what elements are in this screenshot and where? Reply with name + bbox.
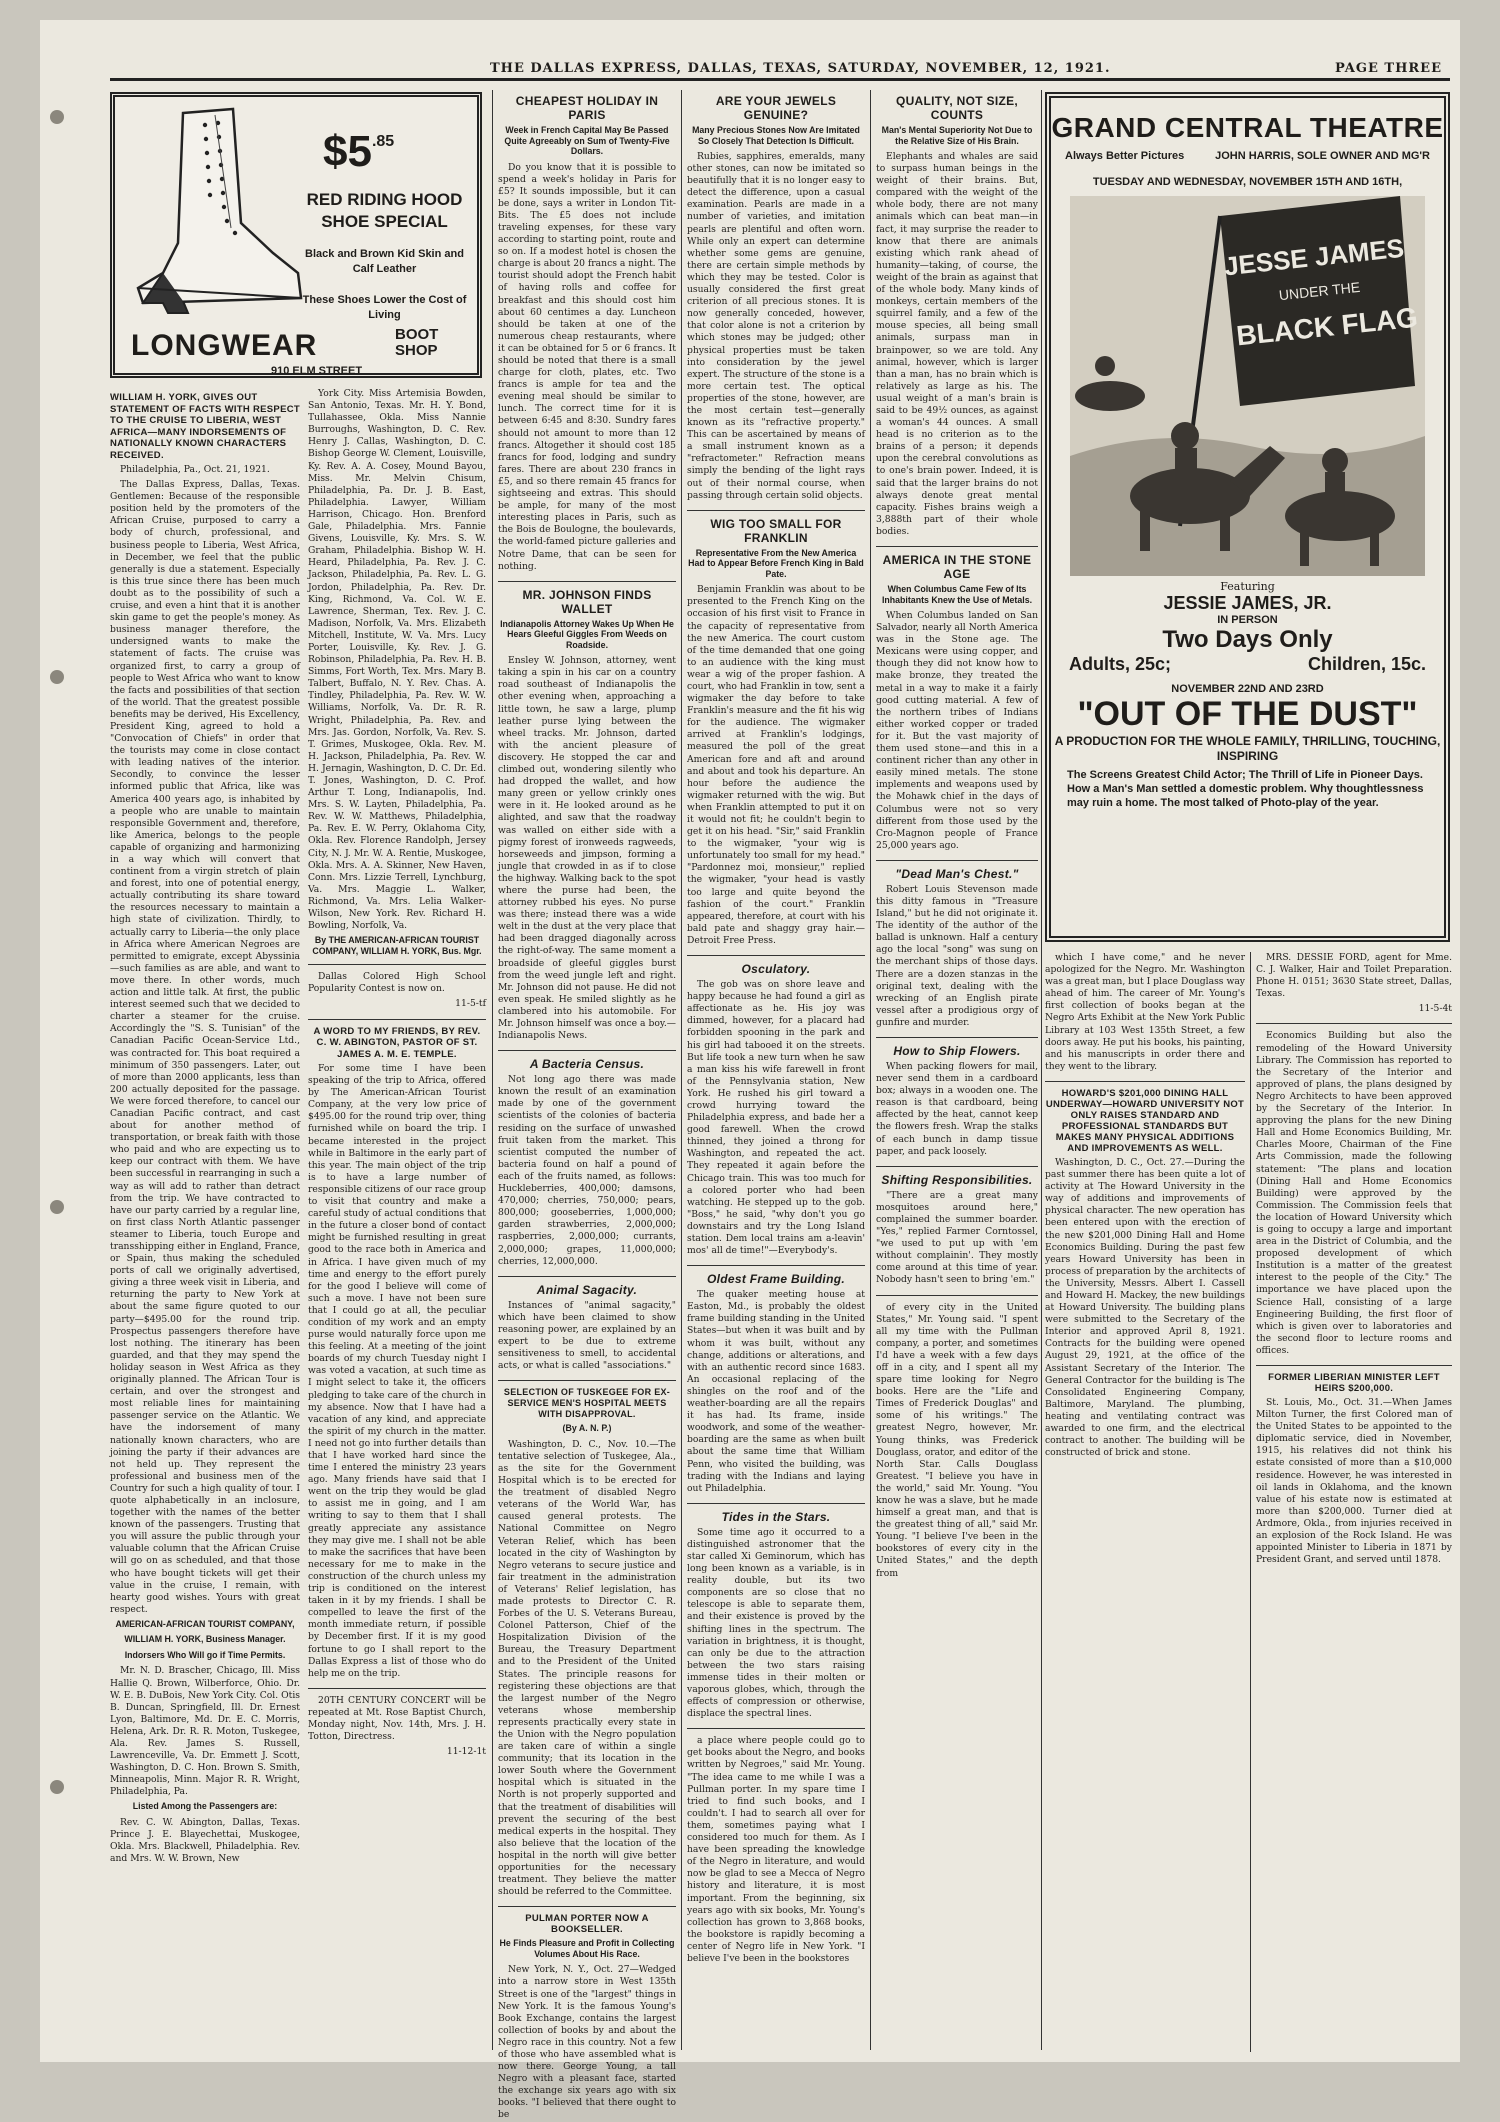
brand-name: LONGWEAR (131, 329, 318, 362)
wallet-body: Ensley W. Johnson, attorney, went taking a spin in his car on a country road southeast of Indianapolis the other evening when, approaching a little town, he saw a large, plump leather purse lying between the wheel tracks. Mr. Johnson, darted with the ancient pleasure of discovery. He stopped the car and climbed out, wondering silently who had dropped the wallet, and how many green or yellow crinkly ones were in it. He looked around as he alighted, and saw that the roadway was walled on either side with a pigmy forest of ironweeds ragweeds, horseweeds and jimpson, forming a jungle that crowded in as if to close the highway. Walking back to the spot where the purse had been, the attorney rubbed his eyes. No purse was there; instead there was a wide welt in the dust at the very place that had been dragged diagonally across the right-of-way. The same moment a broadside of gleeful giggles burst from the weed jungle left and right. Mr. Johnson did not pause. He did not even speak. He smiled slightly as he clambered into his automobile. For Mr. Johnson himself was once a boy.—Indianapolis News. (498, 655, 676, 1042)
newspaper-page (40, 20, 1460, 2121)
divider (498, 1380, 676, 1381)
two-days-label: Two Days Only (1162, 626, 1333, 653)
walker-agent-notice: MRS. DESSIE FORD, agent for Mme. C. J. Walker, Hair and Toilet Preparation. Phone H. 0151; 3630 State street, Dallas, Texas. (1256, 952, 1452, 1000)
in-person-label: IN PERSON (1217, 614, 1278, 626)
binding-hole (50, 1780, 64, 1794)
brand-suffix: BOOT SHOP (395, 326, 439, 359)
sagacity-headline: Animal Sagacity. (536, 1282, 638, 1297)
tides-body: Some time ago it occurred to a distinguished astronomer that the star called Xi Geminorum, which has long been known as a variable, is in reality double, but its two components are so close that no telescope is able to separate them, and their existence is proved by the shifting lines in the spectrum. The variation in brightness, it is thought, can only be due to the attraction between the two stars raising immense tides in their molten or vaporous globes, which, through the effects of compression or otherwise, displace the spectral lines. (687, 1526, 865, 1720)
dead-mans-chest-body: Robert Louis Stevenson made this ditty famous in "Treasure Island," but he did not originate it. The identity of the author of the ballad is unknown. Half a century ago the local "song" was sung on the merchant ships of those days. There are a dozen stanzas in the original text, dealing with the wrecking of an English pirate vessel after a prodigious orgy of gunfire and murder. (876, 883, 1038, 1028)
featured-star: JESSIE JAMES, JR. (1163, 593, 1332, 613)
divider (498, 1050, 676, 1051)
column-rule (681, 90, 682, 2050)
divider (687, 1265, 865, 1266)
york-headline: WILLIAM H. YORK, GIVES OUT STATEMENT OF FACTS WITH RESPECT TO THE CRUISE TO LIBERIA, WEST AFRICA—MANY INDORSEMENTS OF NATIONALLY KNOWN CHARACTERS RECEIVED. (110, 392, 300, 461)
porter-body: New York, N. Y., Oct. 27—Wedged into a narrow store in West 135th Street is one of the "largest" things in New York. It is the famous Young's Book Exchange, contains the largest collection of books by and about the Negro race in this country. Not a few of those who have assembled what is now there. George Young, a tall Negro with a pleasant face, started the exchange six years ago with six books. "I believed that there ought to be (498, 1964, 676, 2121)
column-1 (110, 388, 300, 2038)
banner-subtitle: BLACK FLAG (1234, 301, 1420, 352)
divider (687, 955, 865, 956)
howard-body: Washington, D. C., Oct. 27.—During the past summer there has been quite a lot of activity at The Howard University in the way of additions and improvements of physical character. The new operation has been entered upon with the erection of the new $201,000 Dining Hall and Home Economics Building. During the past few years Howard University has been in process of preparation by the architects of the University, Messrs. Albert I. Cassell and Howard H. Mackey, the new buildings at Howard University. The building plans were submitted to the Secretary of the Interior and approved April 8, 1921. Contracts for the building were opened August 29, 1921, at the office of the Assistant Secretary of the Interior. The General Contractor for the building is The Consolidated Engineering Company, Baltimore, Maryland. The plumbing, heating and ventilating contract was awarded to one firm, and the electrical contract to another. The building will be constructed of brick and stone. (1045, 1156, 1245, 1459)
porter-body-continued-3: which I have come," and he never apologized for the Negro. Mr. Washington was a great man, but I place Douglass way ahead of him. The career of Mr. Young's first collection of books began at the Negro Arts Exhibit at the New York Public Library at 103 West 135th Street, a few doors away. He put his books, his painting, and his manuscripts in order there and they went to the library. (1045, 952, 1245, 1072)
divider (1256, 1023, 1452, 1024)
passengers-list-continued: York City. Miss Artemisia Bowden, San Antonio, Texas. Mr. H. Y. Bond, Tullahassee, Okla. Miss Nannie Burroughs, Washington, D. C. Rev. Henry J. Callas, Washington, D. C. Bishop George W. Clement, Louisville, Ky. Rev. A. A. Cosey, Mound Bayou, Miss. Mr. Melvin Chisum, Philadelphia, Pa. Dr. J. B. East, Philadelphia. Lawyer, William Harrison, Chicago. Hon. Brenford Gale, Philadelphia. Mrs. Fannie Givens, Louisville, Ky. Mrs. S. W. Graham, Philadelphia. Bishop W. H. Heard, Philadelphia, Pa. Rev. J. C. Jackson, Philadelphia, Pa. Rev. L. G. Jordon, Philadelphia, Pa. Rev. Dr. King, Richmond, Va. Col. W. E. Lawrence, Sherman, Tex. Rev. J. C. Madison, Norfolk, Va. Mrs. Elizabeth Mitchell, Institute, W. Va. Mrs. Lucy Porter, Louisville, Ky. Rev. J. G. Robinson, Philadelphia, Pa. Rev. H. B. Simms, Fort Worth, Tex. Mrs. Mary B. Talbert, Buffalo, N. Y. Rev. Chas. A. Tindley, Philadelphia, Pa. Rev. W. W. Williams, Norfolk, Va. Dr. R. R. Wright, Philadelphia, Pa. Rev. and Mrs. Jas. Gordon, Norfolk, Va. Rev. S. T. Grimes, Muskogee, Okla. Rev. M. H. Jackson, Philadelphia, Pa. Rev. W. H. Jernagin, Washington, D. C. Dr. Ed. T. Jones, Washington, D. C. Prof. Arthur T. Long, Indianapolis, Ind. Mrs. S. W. Layten, Philadelphia, Pa. Rev. W. W. Matthews, Philadelphia, Pa. Rev. E. W. Perry, Oklahoma City, Okla. Rev. Florence Randolph, Jersey City, N. J. Mr. W. A. Rentie, Muskogee, Okla. Mrs. A. A. Skinner, New Haven, Conn. Mrs. Lizzie Terrell, Lynchburg, Va. Mrs. Maggie L. Walker, Richmond, Va. Mrs. Lelia Walker-Wilson, New York. Rev. Richard H. Bowling, Norfolk, Va. (308, 388, 486, 932)
porter-body-continued: a place where people could go to get books about the Negro, and books written by Negroes," said Mr. Young. "The idea came to me while I was a Pullman porter. In my spare time I tried to find such books, and I couldn't. I had to search all over for them, sometimes paying what I considered too much for them. As I have been spreading the knowledge of the Negro in literature, and would now be glad to see a Mecca of Negro history and literature, it is most important. From the beginning, six years ago with six books, Mr. Young's collection has grown to 3,868 books, the bookstore is rapidly becoming a center of Negro life in New York. "I believe I've been in the bookstores (687, 1735, 866, 1964)
wallet-subhead: Indianapolis Attorney Wakes Up When He Hears Gleeful Giggles From Weeds on Roadside. (500, 618, 674, 650)
concert-notice: 20TH CENTURY CONCERT will be repeated at Mt. Rose Baptist Church, Monday night, Nov. 14th, Mrs. J. H. Totton, Directress. (308, 1694, 486, 1743)
abington-body: For some time I have been speaking of the trip to Africa, offered by The American-African Tourist Company, at the very low price of $495.00 for the round trip over, thing furnished while on board the trip. I became interested in the project while in Baltimore in the early part of this year. The main object of the trip is to have a large number of responsible citizens of our race group to visit that country and make a careful study of actual conditions that in the future a closer bond of contact might be furnished resulting in great good to the race both in America and in Africa. I have given much of my time and energy to the effort purely for the good I believe will come of such a move. I have not been sure that I could go at all, the peculiar condition of my work and an empty purse would naturally force upon me this feeling. At a meeting of the joint boards of my church Tuesday night I was voted a vacation, at such time as I might select to take it, the officers pledging to take care of the church in my absence. Now that I have had a vacation of any kind, and appreciate the spirit of my church in the matter. I need not go into further details than that I have worked hard since the time I entered the ministry 23 years ago. Many friends have said that I went on the trip they would be glad to assist me in going, and I am writing to say to them that I shall greatly appreciate any assistance they may give me. I shall not be able to make the sacrifices that have been necessary for me to make in the construction of the church unless my trip is conditioned on the interest taken in it by my friends. I shall be compelled to leave the first of the month immediate return, if possible by December first. If it is my good fortune to go I shall report to the Dallas Express a list of those who do help me on the trip. (308, 1063, 486, 1679)
franklin-headline: WIG TOO SMALL FOR FRANKLIN (710, 516, 842, 545)
porter-body-continued-2: of every city in the United States," Mr. Young said. "I spent all my time with the Pullman company, a porter, and sometimes I'd have a week with a few days off in a city, and I spent all my spare time looking for Negro books. Here are the "Life and Times of Frederick Douglas" and some of his writings." The greatest Negro, however, Mr. Young thinks, was Frederick Douglass, orator, and editor of the North Star. Calls Douglass Greatest. "I believe you have in the world," said Mr. Young. "You know he was a slave, but he made himself a great man, and that is the greatest thing of all," said Mr. Young. "I believe I've been in the bookstores of every city in the United States," and the depth from (876, 1301, 1038, 1579)
showing-dates: TUESDAY AND WEDNESDAY, NOVEMBER 15TH AND 16TH, (1092, 176, 1403, 188)
divider (876, 860, 1038, 861)
paris-subhead: Week in French Capital May Be Passed Quite Agreeably on Sum of Twenty-Five Dollars. (504, 125, 670, 156)
frame-building-body: The quaker meeting house at Easton, Md., is probably the oldest frame building standing in the United States—but when it was built and by whom it was built, without any change, additions or alterations, and with an authentic record since 1683. An occasional replacing of the shingles on the roof and of the weather-boarding are all the repairs it has had. Its frame, inside woodwork, and some of the weather-boarding are the same as when built about the same time that William Penn, who visited the building, was trading with the Indians and laying out Philadelphia. (687, 1289, 865, 1494)
column-7 (1256, 952, 1452, 2052)
york-body: The Dallas Express, Dallas, Texas. Gentlemen: Because of the responsible position held by the promoters of the African Cruise, purposed to carry a body of church, professional, and business people to Liberia, West Africa, in December, we feel that the public generally is due a statement. Especially is this true since there has been much doubt as to the possibility of such a cruise, and even a hint that it is another skin game to get the people's money. As business manager therefore, the undersigned wants to make the statement of facts. The cruise was organized first, to carry a group of people to West Africa who want to know the facts and possibilities of that section of the world. That the greatest possible benefits may be derived, His Excellency, President King, agreed to hold a "Convocation of Chiefs" in order that the tourists may come in close contact with leading natives of the interior. Secondly, to convince the lesser informed public that Africa, like was America 400 years ago, is inhabited by a people who are unable to maintain responsible Government and, therefore, like America, belongs to the people capable of organizing and harmonizing in a way which will convert that continent from a virgin stretch of plain and forest, into one of potential energy, actually contributing its share toward the resources necessary to maintain a high state of civilization. Thirdly, to actually carry to Liberia—the only place in Africa where American Negroes are permitted to emigrate, except Abyssinia—such families as are able, and want to move there. In other words, much action and little talk. At first, the public interest seemed such that we decided to charter a steamer for the cruise. Accordingly the "S. S. Tunisian" of the Canadian Pacific Ocean-Service Ltd., was contracted for. This boat required a minimum of 350 passengers. Later, out of more than 2000 applicants, less than 200 actually deposited for the passage. We were forced therefore, to cancel our Canadian Pacific contract, and cast about for another method of transportation, or break faith with those who paid and who are expecting us to keep our contract with them. We have been successful in rearranging in such a way as will add to rather than detract from the trip. We have contracted to have our party carried by a regular line, on first class North Atlantic passenger steamer to Liberia, touch Europe and transshipping either in England, France, or Spain, thus making the scheduled ports of call we originally advertised, giving a three week visit in Liberia, and returning the party to New York at about the same figure quoted to our party—$495.00 for the round trip. Prospectus passengers therefore have lost nothing. The itinerary has been guarded, and that they may spend the holiday season in West Africa as they originally planned. The African Tour is certain, and over the strongest and most reliable lines for maintaining passenger service on the Atlantic. We have the indorsement of many nationally known characters, who are joining the party if their advances are not held up. They represent the professional and business men of the Country for such a high quality of tour. I quote alphabetically in an inclosure, together with the names of the better known of the passengers. Trusting that you will assure the public through your valuable column that the African Cruise will go on as scheduled, and that those who have bought tickets will get their value in the cruise, I remain, with hearty good wishes. Yours with great respect. (110, 479, 300, 1615)
divider (308, 1019, 486, 1020)
contest-notice: Dallas Colored High School Popularity Contest is now on. (308, 971, 486, 995)
paris-headline: CHEAPEST HOLIDAY IN PARIS (515, 94, 659, 122)
admission-prices (1051, 654, 1444, 675)
shoe-tagline: These Shoes Lower the Cost of Living (302, 294, 467, 321)
page-number: PAGE THREE (1334, 61, 1442, 76)
divider (687, 1503, 865, 1504)
boot-illustration (123, 103, 313, 331)
franklin-body: Benjamin Franklin was about to be presented to the French King on the occasion of his first visit to France in the capacity of representative from the new America. The court custom of the time demanded that one going to an audience with the king must wear a wig of the proper fashion. A court, who had Franklin in tow, sent a wigmaker the day before to take Franklin's measure and the fit his wig for the audience. The wigmaker arrived at Franklin's lodgings, measured the poll of the great American fore and aft and around and about and took his departure. An hour before the audience the wigmaker returned with the wig. But when Franklin attempted to put it on it would not fit; he couldn't begin to get it on his head. "Sir," said Franklin to the wigmaker, "your wig is unfortunately too small for my head." "Pardonnez moi, monsieur," replied the wigmaker, "your head is vastly too large and quite beyond the fashion of the court." Franklin appeared, therefore, at court with his bald pate and shaggy gray hair.—Detroit Free Press. (687, 584, 865, 946)
divider (1045, 1081, 1245, 1082)
stone-age-body: When Columbus landed on San Salvador, nearly all North America was in the Stone age. The Mexicans were using copper, and though they did not know how to make bronze, they treated the metal in a way to make it a fairly good cutting material. A few of the northern tribes of Indians either worked copper or traded for it. But the vast majority of them used stone—and this in a continent richer than any other in easily mined metals. The stone implements and weapons used by the Mohawk chief in the days of Columbus were not so very different from those used by the Cro-Magnon people of France 25,000 years ago. (876, 610, 1038, 851)
tuskegee-headline: SELECTION OF TUSKEGEE FOR EX-SERVICE MEN'S HOSPITAL MEETS WITH DISAPPROVAL. (503, 1387, 671, 1420)
divider (1256, 1365, 1452, 1366)
price-cents: .85 (371, 133, 395, 150)
banner-middle: UNDER THE (1278, 278, 1361, 304)
outlaw-riders-illustration (1070, 196, 1425, 576)
wallet-headline: MR. JOHNSON FINDS WALLET (522, 587, 652, 616)
shoe-price (323, 127, 394, 177)
column-4 (687, 90, 865, 2050)
masthead-title: THE DALLAS EXPRESS, DALLAS, TEXAS, SATURDAY, NOVEMBER, 12, 1921. (490, 61, 1111, 76)
responsibilities-headline: Shifting Responsibilities. (881, 1172, 1033, 1187)
contest-notice-code: 11-5-tf (455, 998, 486, 1010)
shoe-description: Black and Brown Kid Skin and Calf Leather (305, 248, 464, 275)
york-signature-company: AMERICAN-AFRICAN TOURIST COMPANY, (115, 1618, 295, 1629)
theatre-name: GRAND CENTRAL THEATRE (1051, 112, 1444, 143)
jesse-james-illustration (1070, 196, 1425, 576)
binding-hole (50, 670, 64, 684)
banner-title: JESSE JAMES (1222, 232, 1406, 282)
sagacity-body: Instances of "animal sagacity," which have been claimed to show reasoning power, are explained by an expert to be due to extreme sensitiveness to smell, to accidental acts, or what is called "associations." (498, 1299, 676, 1372)
second-showing-dates: NOVEMBER 22ND AND 23RD (1171, 683, 1324, 695)
responsibilities-body: "There are a great many mosquitoes around here," complained the summer boarder. "Yes," replied Farmer Corntossel, "we used to put up with 'em without complainin'. They mostly come around at this time of year. Nobody hasn't seen to bring 'em." (876, 1189, 1038, 1286)
divider (308, 964, 486, 965)
tuskegee-byline: (By A. N. P.) (562, 1423, 612, 1434)
osculatory-headline: Osculatory. (741, 962, 811, 977)
price-dollars: $5 (323, 127, 372, 176)
howard-headline: HOWARD'S $201,000 DINING HALL UNDERWAY—HOWARD UNIVERSITY NOT ONLY RAISES STANDARD AND PROFESSIONAL STANDARDS BUT MAKES MANY PHYSICAL ADDITIONS AND IMPROVEMENTS AS WELL. (1045, 1087, 1245, 1154)
column-5 (876, 90, 1038, 2050)
york-dateline: Philadelphia, Pa., Oct. 21, 1921. (120, 464, 270, 475)
binding-hole (50, 110, 64, 124)
frame-building-headline: Oldest Frame Building. (707, 1272, 845, 1287)
porter-headline: PULMAN PORTER NOW A BOOKSELLER. (525, 1913, 649, 1936)
york-signature-name: WILLIAM H. YORK, Business Manager. (124, 1634, 286, 1645)
concert-notice-code: 11-12-1t (446, 1746, 486, 1758)
divider (876, 1295, 1038, 1296)
film-title: "OUT OF THE DUST" (1077, 695, 1418, 733)
theatre-slogan: Always Better Pictures (1065, 150, 1185, 162)
film-subtitle: A PRODUCTION FOR THE WHOLE FAMILY, THRILLING, TOUCHING, INSPIRING (1054, 734, 1441, 763)
howard-body-continued: Economics Building but also the remodeling of the Howard University Library. The Commission has reported to the Secretary of the Interior and approved of plans, the plans designed by Negro Architects to have been approved by the Secretary of the Interior. In approving the plans for the new Dining Hall and Home Economics Building, Mr. Charles Moore, Chairman of the Fine Arts Commission, made the following statement: "The plans and location (Dining Hall and Home Economics Building) were approved by the Commission. The Commission feels that the location of Howard University which is going to occupy a large and important area in the District of Columbia, and the proposed development of which Institution is a matter of the greatest interest to the people of the City." The importance we have placed upon the Science Hall, consisting of a large Engineering Building, the first floor of which is given over to laboratories and the second floor to lecture rooms and offices. (1256, 1030, 1452, 1356)
divider (687, 510, 865, 511)
liberian-minister-headline: FORMER LIBERIAN MINISTER LEFT HEIRS $200,000. (1268, 1372, 1440, 1394)
divider (308, 1688, 486, 1689)
divider (498, 1276, 676, 1277)
column-rule (492, 90, 493, 2050)
column-6 (1045, 952, 1245, 2052)
theatre-advertisement (1045, 92, 1450, 942)
paris-body: Do you know that it is possible to spend a week's holiday in Paris for £5? It sounds impossible, but it can be done, says a writer in London Tit-Bits. The £5 does not include traveling expenses, for these vary according to starting point, route and so on. If a modest hotel is chosen the charge is about 20 francs a night. The tourist should adopt the French habit of having rolls and coffee for breakfast and this should cost him about 60 centimes a day. Luncheon should be taken at one of the numerous cheap restaurants, where it can be obtained for 5 or 6 francs. It should be noted that there is a small charge for cloth, plates, etc. Two francs is ample for tea and the evening meal should be similar to lunch. The correct time for it is between 6:45 and 8:30. Sundry fares should not amount to more than 12 francs. Altogether it should cost 185 francs for food, lodging and sundry fares. There are about 230 francs in £5, and so there remain 45 francs for sightseeing and extras. This should be ample, for many of the most interesting places in Paris, such as the Bois de Boulogne, the boulevards, the world-famed picture galleries and Notre Dame, that can be seen for nothing. (498, 161, 676, 572)
passengers-heading: Listed Among the Passengers are: (132, 1801, 278, 1812)
bacteria-headline: A Bacteria Census. (529, 1057, 645, 1072)
bacteria-body: Not long ago there was made known the result of an examination made by one of the government scientists of the colonies of bacteria residing on the surface of unwashed fruit taken from the market. This scientist computed the number of bacteria found on half a pound of each of the fruits named, as follows: Huckleberries, 400,000; damsons, 470,000; cherries, 750,000; pears, 800,000; gooseberries, 1,000,000; garden strawberries, 2,000,000; raspberries, 2,000,000; currants, 2,000,000; grapes, 11,000,000; cherries, 12,000,000. (498, 1074, 676, 1267)
theatre-subline (1051, 144, 1444, 168)
column-rule (870, 90, 871, 2050)
jewels-headline: ARE YOUR JEWELS GENUINE? (715, 94, 837, 122)
brain-headline: QUALITY, NOT SIZE, COUNTS (895, 94, 1019, 122)
divider (498, 581, 676, 582)
walker-notice-code: 11-5-4t (1418, 1003, 1452, 1015)
tourist-company-signature: By THE AMERICAN-AFRICAN TOURIST COMPANY, WILLIAM H. YORK, Bus. Mgr. (312, 935, 482, 956)
porter-subhead: He Finds Pleasure and Profit in Collecting Volumes About His Race. (499, 1938, 675, 1959)
shoe-title: RED RIDING HOOD SHOE SPECIAL (306, 190, 463, 231)
column-rule (1250, 952, 1251, 2052)
column-2 (308, 388, 486, 2038)
divider (876, 546, 1038, 547)
abington-headline: A WORD TO MY FRIENDS, BY REV. C. W. ABINGTON, PASTOR OF ST. JAMES A. M. E. TEMPLE. (313, 1025, 481, 1060)
shop-address: 910 ELM STREET (271, 365, 363, 377)
featuring-label: Featuring (1220, 580, 1275, 593)
flowers-body: When packing flowers for mail, never send them in a cardboard box; always in a wooden one. The reason is that cardboard, being affected by the heat, cannot keep the flowers fresh. Wrap the stalks of each bunch in damp tissue paper, and pack loosely. (876, 1061, 1038, 1157)
divider (876, 1166, 1038, 1167)
masthead (110, 55, 1450, 81)
indorsers-list: Mr. N. D. Brascher, Chicago, Ill. Miss Hallie Q. Brown, Wilberforce, Ohio. Dr. W. E. B. DuBois, New York City. Col. Otis B. Duncan, Springfield, Ill. Dr. Ernest Lyon, Baltimore, Md. Dr. E. C. Morris, Helena, Ark. Dr. R. R. Moton, Tuskegee, Ala. Rev. James S. Russell, Lawrenceville, Va. Dr. Emmett J. Scott, Washington, D. C. Hon. Brown S. Smith, Minneapolis, Minn. Major R. R. Wright, Philadelphia, Pa. (110, 1665, 300, 1798)
column-rule (1041, 90, 1042, 2050)
indorsers-heading: Indorsers Who Will go if Time Permits. (124, 1649, 286, 1660)
shoe-advertisement (110, 92, 482, 378)
stone-age-subhead: When Columbus Came Few of Its Inhabitants Knew the Use of Metals. (881, 584, 1033, 605)
flowers-headline: How to Ship Flowers. (893, 1044, 1021, 1058)
divider (498, 1906, 676, 1907)
brain-subhead: Man's Mental Superiority Not Due to the Relative Size of His Brain. (881, 125, 1033, 146)
brain-body: Elephants and whales are said to surpass human beings in the weight of their brains. But, compared with the weight of the whole body, there are not many animals which can beat man—in fact, it may surprise the reader to know that there are animals existing which rank ahead of humanity—taking, of course, the weight of the brain as against that of the whole body. Many kinds of monkeys, certain members of the squirrel family, and a few of the mouse species, all being small animals, surpass man in brainpower, so we are told. Any animal, however, which is larger than a man, has no brain which is relatively as large as his. The usual weight of a man's brain is said to be 49½ ounces, as against a woman's 44 ounces. A small head is no criterion as to the brains of a person; it depends upon the cerebral convolutions as to one's brain power. Indeed, it is said that the larger brains do not always denote great mental capacity. Fishes brains weigh a 3,888th part of their whole bodies. (876, 151, 1038, 537)
stone-age-headline: AMERICA IN THE STONE AGE (882, 553, 1032, 581)
dead-mans-chest-headline: "Dead Man's Chest." (895, 866, 1019, 881)
jewels-body: Rubies, sapphires, emeralds, many other stones, can now be imitated so beautifully that it is no longer easy to detect the difference, upon a casual examination. Pearls are made in a number of varieties, and imitation pearls are plentiful and often worn. While only an expert can determine whether some gems are genuine, there are certain simple methods by which they may be tested. Color is usually considered the first great criterion of all precious stones. It is now generally conceded, however, that color alone is not a criterion by which stones may be judged; other physical properties must be taken into consideration by the jewel expert. The structure of the stone is a more certain test. The optical properties of the stone, however, are the most certain test—generally known as its "refractive property." This can be ascertained by means of a small instrument known as a "refractometer." Refraction means simply the bending of the light rays out of their normal course, when passing through certain solid objects. (687, 151, 865, 501)
divider (687, 1728, 865, 1729)
tuskegee-body: Washington, D. C., Nov. 10.—The tentative selection of Tuskegee, Ala., as the site for the Government Hospital which is to be erected for the treatment of disabled Negro veterans of the World War, has caused general protests. The National Committee on Negro Veteran Relief, which has been located in the city of Washington by Negro veterans to secure justice and fair treatment in the administration of Veterans' Relief legislation, has made protests to Director C. R. Forbes of the U. S. Veterans Bureau, Colonel Patterson, Chief of the Hospitalization Division of the Bureau, the Treasury Department and to the President of the United States. The principle reasons for registering these objections are that the largest number of the Negro veterans whose membership represents practically every state in the Union with the Negro population are taken care of within a single community; that its location in the lower South where the Government hospital which is situated in the North is not properly supported and that the treatment of disabilities will prevent the securing of the best medical experts in the hospital. They also believe that the location of the hospital in the north will give better opportunities for the necessary treatment. They believe the matter should be referred to the Committee. (498, 1438, 676, 1898)
franklin-subhead: Representative From the New America Had to Appear Before French King in Bald Pate. (688, 547, 864, 579)
osculatory-body: The gob was on shore leave and happy because he had found a girl as affectionate as he. His joy was dimmed, however, for a placard had forbidden spooning in the park and his girl had tabooed it on the streets. But life took a new turn when he saw a man kiss his wife farewell in front of the Pennsylvania station, New York. He rushed his girl toward a crowd hurrying toward the Philadelphia express, and bade her a good farewell. When the crowd thinned, they joined a throng for Washington, and repeated the act. They repeated it again before the Chicago train. This was too much for a colored porter who had been watching. He stepped up to the gob. "Boss," he said, "why don't you go downstairs and try the Long Island station. Dem local trains am a-leavin' mos' all de time!"—Everybody's. (687, 979, 865, 1257)
child-price: Children, 15c. (1307, 654, 1426, 674)
theatre-owner: JOHN HARRIS, SOLE OWNER AND MG'R (1215, 150, 1430, 162)
tides-headline: Tides in the Stars. (721, 1509, 831, 1524)
passengers-list: Rev. C. W. Abington, Dallas, Texas. Prince J. E. Blayechettai, Muskogee, Okla. Mrs. Blackwell, Philadelphia. Rev. and Mrs. W. W. Brown, New (110, 1816, 300, 1865)
column-3 (498, 90, 676, 2121)
film-blurb: The Screens Greatest Child Actor; The Thrill of Life in Pioneer Days. How a Man's Man settled a domestic problem. Why thoughtlessness may ruin a home. The most talked of Photo-play of the year. (1067, 769, 1424, 809)
binding-hole (50, 1200, 64, 1214)
adult-price: Adults, 25c; (1069, 654, 1172, 674)
divider (876, 1037, 1038, 1038)
jewels-subhead: Many Precious Stones Now Are Imitated So Closely That Detection Is Difficult. (692, 125, 860, 146)
liberian-minister-body: St. Louis, Mo., Oct. 31.—When James Milton Turner, the first Colored man of the United States to be appointed to the diplomatic service, died in November, 1915, his relatives did not think his estate consisted of more than a $10,000 residence. However, he was interested in oil lands in Oklahoma, and the known value of his estate now is estimated at more than $200,000. Turner died at Ardmore, Okla., from injuries received in an explosion of the Rock Island. He was appointed Minister to Liberia in 1871 by President Grant, and served until 1878. (1256, 1397, 1452, 1566)
